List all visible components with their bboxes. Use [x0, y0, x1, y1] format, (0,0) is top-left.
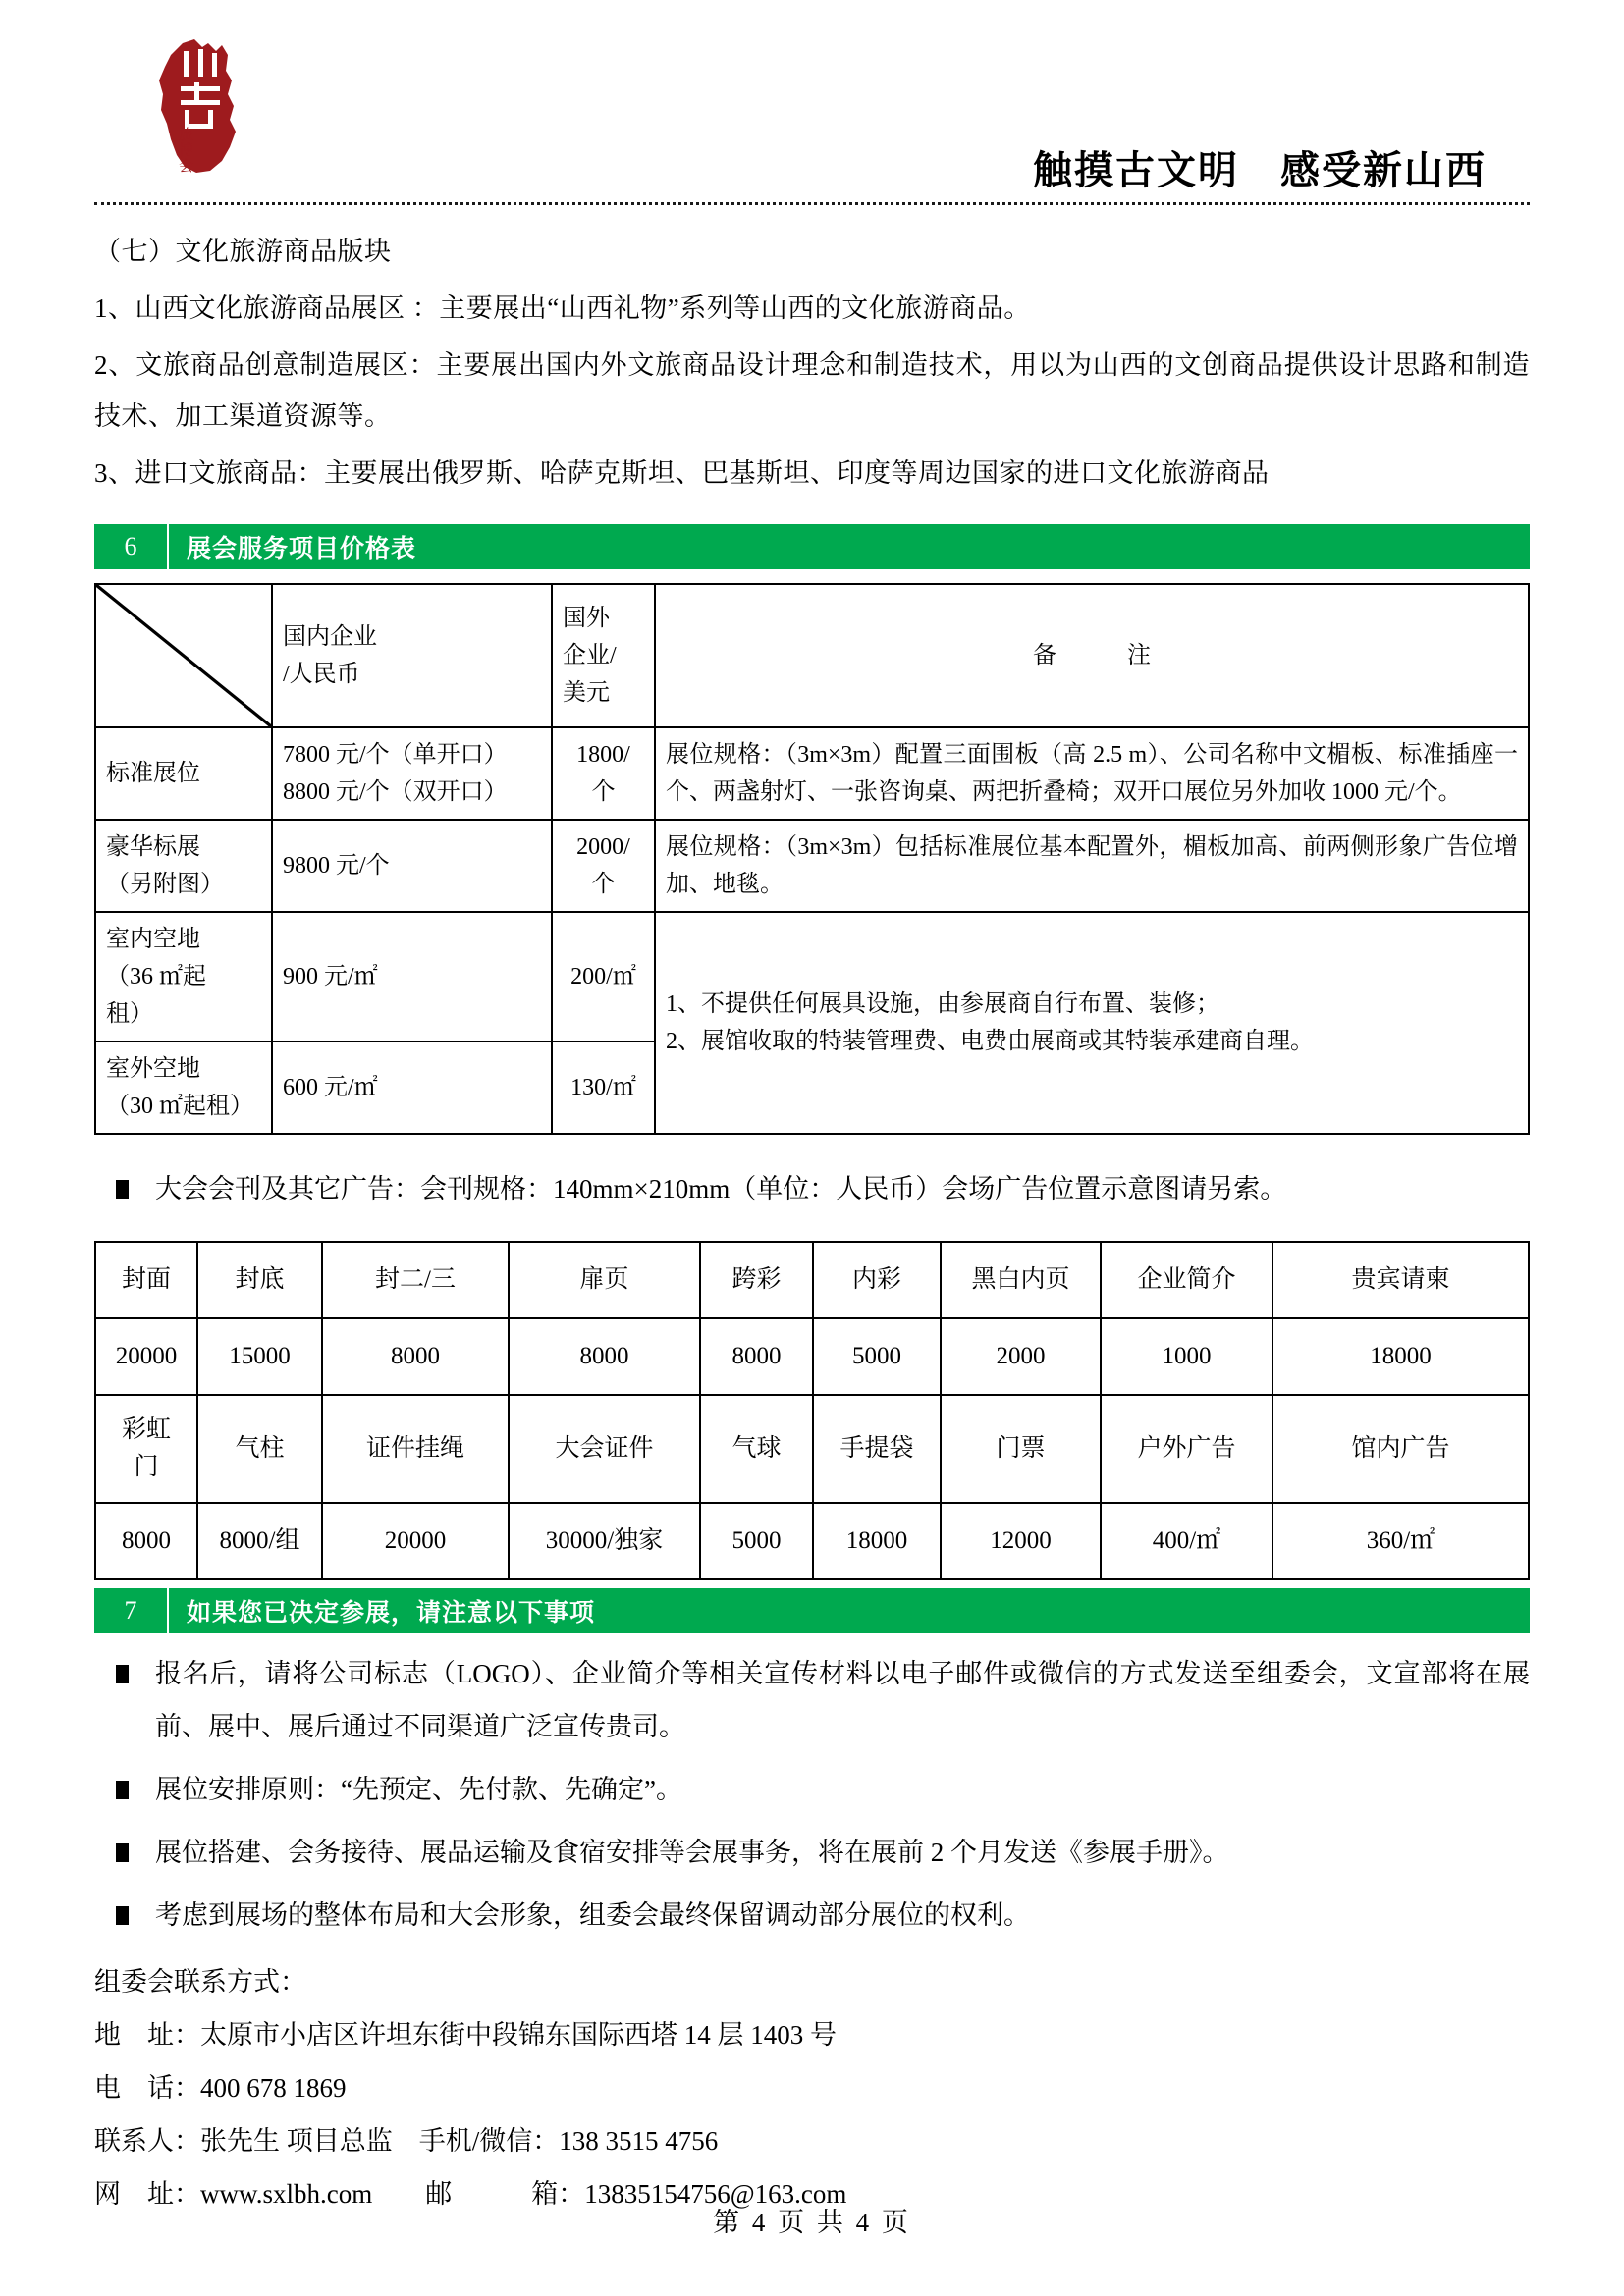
contact-title: 组委会联系方式：	[94, 1967, 306, 1997]
ad-table-header-row-1	[95, 1242, 1529, 1318]
notice-bullet-text: 报名后，请将公司标志（LOGO）、企业简介等相关宣传材料以电子邮件或微信的方式发送至组委会，文宣部将在展前、展中、展后通过不同渠道广泛宣传贵司。	[155, 1659, 1530, 1741]
row-overseas-standard-booth	[552, 727, 655, 820]
open-space-remark-line-2: 2、展馆收取的特装管理费、电费由展商或其特装承建商自理。	[666, 1029, 1314, 1054]
header-overseas-price	[552, 584, 655, 727]
row-overseas-indoor-space: 200/㎡	[552, 912, 655, 1041]
ad-value-cell: 18000	[813, 1503, 941, 1579]
ad-value-cell: 360/㎡	[1272, 1503, 1529, 1579]
ad-value-cell: 2000	[941, 1318, 1101, 1395]
document-header	[0, 0, 1624, 196]
table-row	[95, 820, 1529, 912]
ad-value-cell: 8000	[322, 1318, 509, 1395]
indoor-space-line-3: 租）	[106, 1001, 153, 1027]
overseas-price-line-2: 个	[591, 872, 616, 897]
header-domestic-price	[272, 584, 552, 727]
ad-header-cell: 内彩	[813, 1242, 941, 1318]
section-seven-item-1: 1、山西文化旅游商品展区 ：主要展出“山西礼物”系列等山西的文化旅游商品。	[94, 294, 1031, 323]
header-overseas-line1: 国外	[563, 606, 610, 631]
rainbow-gate-line-2: 门	[134, 1454, 159, 1480]
svg-text:会: 会	[179, 159, 194, 175]
header-divider	[94, 202, 1530, 208]
outdoor-space-line-2: （30 ㎡起租）	[106, 1094, 253, 1119]
list-item	[94, 1647, 1530, 1753]
ad-header-cell: 手提袋	[813, 1395, 941, 1503]
banner-six-title: 展会服务项目价格表	[187, 535, 417, 562]
square-bullet-icon	[116, 1180, 129, 1199]
header-domestic-line1: 国内企业	[283, 624, 377, 650]
svg-text:博: 博	[179, 143, 194, 159]
ad-header-cell: 封面	[95, 1242, 197, 1318]
contact-person: 联系人：张先生 项目总监 手机/微信：138 3515 4756	[94, 2126, 719, 2156]
header-domestic-line2: /人民币	[283, 662, 360, 687]
list-item	[94, 1826, 1530, 1879]
overseas-price-line-2: 个	[591, 779, 616, 805]
ad-value-cell: 20000	[95, 1318, 197, 1395]
table-corner-cell	[95, 584, 272, 727]
ad-value-cell: 8000/组	[197, 1503, 322, 1579]
domestic-price-line-1: 7800 元/个（单开口）	[283, 742, 508, 768]
ad-value-cell: 5000	[700, 1503, 813, 1579]
deluxe-booth-line-2: （另附图）	[106, 872, 224, 897]
ad-value-cell: 15000	[197, 1318, 322, 1395]
indoor-space-line-2: （36 ㎡起	[106, 964, 206, 989]
section-seven-heading: （七）文化旅游商品版块	[94, 237, 392, 266]
ad-value-cell: 20000	[322, 1503, 509, 1579]
service-price-table	[94, 583, 1530, 1135]
ad-header-cell: 扉页	[509, 1242, 700, 1318]
deluxe-booth-line-1: 豪华标展	[106, 834, 200, 860]
section-banner-seven	[94, 1588, 1530, 1633]
table-row	[95, 727, 1529, 820]
indoor-space-line-1: 室内空地	[106, 927, 200, 952]
ad-value-cell: 30000/独家	[509, 1503, 700, 1579]
expo-logo	[137, 37, 255, 175]
row-domestic-deluxe-booth: 9800 元/个	[272, 820, 552, 912]
ad-value-cell: 1000	[1101, 1318, 1272, 1395]
page-footer: 第 4 页 共 4 页	[713, 2208, 911, 2237]
section-banner-six	[94, 524, 1530, 569]
ad-header-cell: 贵宾请柬	[1272, 1242, 1529, 1318]
notice-bullet-text: 展位搭建、会务接待、展品运输及食宿安排等会展事务，将在展前 2 个月发送《参展手册》。	[155, 1838, 1229, 1867]
section-seven-item-2: 2、文旅商品创意制造展区：主要展出国内外文旅商品设计理念和制造技术，用以为山西的文创商品提供设计思路和制造技术、加工渠道资源等。	[94, 350, 1530, 431]
row-domestic-standard-booth	[272, 727, 552, 820]
outdoor-space-line-1: 室外空地	[106, 1056, 200, 1082]
ad-table-value-row-2	[95, 1503, 1529, 1579]
ad-header-cell: 黑白内页	[941, 1242, 1101, 1318]
banner-six-number: 6	[94, 524, 169, 569]
row-item-outdoor-space	[95, 1041, 272, 1134]
rainbow-gate-line-1: 彩虹	[121, 1416, 171, 1443]
ad-value-cell: 18000	[1272, 1318, 1529, 1395]
row-remark-standard-booth: 展位规格：（3m×3m）配置三面围板（高 2.5 m）、公司名称中文楣板、标准插座一个、两盏射灯、一张咨询桌、两把折叠椅；双开口展位另外加收 1000 元/个。	[655, 727, 1529, 820]
list-item	[94, 1889, 1530, 1942]
document-body	[94, 226, 1530, 2220]
header-remark: 备 注	[655, 584, 1529, 727]
row-overseas-outdoor-space: 130/㎡	[552, 1041, 655, 1134]
section-seven-item-3: 3、进口文旅商品：主要展出俄罗斯、哈萨克斯坦、巴基斯坦、印度等周边国家的进口文化旅游商品	[94, 458, 1270, 488]
ad-header-cell: 大会证件	[509, 1395, 700, 1503]
ad-header-cell: 馆内广告	[1272, 1395, 1529, 1503]
row-domestic-indoor-space: 900 元/㎡	[272, 912, 552, 1041]
ad-value-cell: 8000	[509, 1318, 700, 1395]
row-item-indoor-space	[95, 912, 272, 1041]
shanxi-map-logo-icon	[137, 37, 255, 175]
contact-address: 地 址：太原市小店区许坦东街中段锦东国际西塔 14 层 1403 号	[94, 2020, 837, 2050]
banner-seven-title: 如果您已决定参展，请注意以下事项	[187, 1599, 596, 1627]
ad-header-cell: 企业简介	[1101, 1242, 1272, 1318]
table-header-row	[95, 584, 1529, 727]
row-item-deluxe-booth	[95, 820, 272, 912]
list-item	[94, 1763, 1530, 1816]
ad-table-header-row-2	[95, 1395, 1529, 1503]
overseas-price-line-1: 2000/	[576, 834, 630, 860]
domestic-price-line-2: 8800 元/个（双开口）	[283, 779, 508, 805]
contact-phone: 电 话：400 678 1869	[94, 2073, 347, 2103]
advertising-price-table	[94, 1241, 1530, 1580]
ad-header-cell: 封底	[197, 1242, 322, 1318]
banner-seven-number: 7	[94, 1588, 169, 1633]
notice-bullet-text: 展位安排原则：“先预定、先付款、先确定”。	[155, 1775, 682, 1804]
ad-header-cell	[95, 1395, 197, 1503]
ad-value-cell: 8000	[700, 1318, 813, 1395]
ad-header-cell: 户外广告	[1101, 1395, 1272, 1503]
square-bullet-icon	[116, 1781, 129, 1799]
table-row	[95, 912, 1529, 1041]
square-bullet-icon	[116, 1665, 129, 1683]
row-item-standard-booth: 标准展位	[95, 727, 272, 820]
header-overseas-line2: 企业/	[563, 643, 617, 668]
ad-header-cell: 跨彩	[700, 1242, 813, 1318]
ad-header-cell: 封二/三	[322, 1242, 509, 1318]
contact-website-email: 网 址：www.sxlbh.com 邮 箱：13835154756@163.com	[94, 2179, 847, 2209]
open-space-remark-line-1: 1、不提供任何展具设施，由参展商自行布置、装修；	[666, 991, 1219, 1017]
ad-header-cell: 门票	[941, 1395, 1101, 1503]
row-domestic-outdoor-space: 600 元/㎡	[272, 1041, 552, 1134]
svg-text:旅: 旅	[179, 128, 194, 143]
diagonal-slash-icon	[96, 585, 271, 726]
ad-header-cell: 证件挂绳	[322, 1395, 509, 1503]
journal-ad-note	[94, 1162, 1530, 1215]
ad-header-cell: 气柱	[197, 1395, 322, 1503]
journal-ad-note-text: 大会会刊及其它广告：会刊规格：140mm×210mm（单位：人民币）会场广告位置示意图请另索。	[155, 1174, 1287, 1203]
overseas-price-line-1: 1800/	[576, 742, 630, 768]
header-overseas-line3: 美元	[563, 680, 610, 706]
row-remark-open-space	[655, 912, 1529, 1134]
notice-bullet-list	[94, 1647, 1530, 1942]
notice-bullet-text: 考虑到展场的整体布局和大会形象，组委会最终保留调动部分展位的权利。	[155, 1900, 1030, 1930]
ad-value-cell: 400/㎡	[1101, 1503, 1272, 1579]
ad-table-value-row-1	[95, 1318, 1529, 1395]
header-slogan: 触摸古文明 感受新山西	[1033, 149, 1487, 192]
square-bullet-icon	[116, 1906, 129, 1925]
row-overseas-deluxe-booth	[552, 820, 655, 912]
organizer-contact-block	[94, 1955, 1530, 2220]
ad-value-cell: 5000	[813, 1318, 941, 1395]
ad-value-cell: 12000	[941, 1503, 1101, 1579]
ad-header-cell: 气球	[700, 1395, 813, 1503]
ad-value-cell: 8000	[95, 1503, 197, 1579]
square-bullet-icon	[116, 1843, 129, 1862]
row-remark-deluxe-booth: 展位规格：（3m×3m）包括标准展位基本配置外，楣板加高、前两侧形象广告位增加、地毯。	[655, 820, 1529, 912]
